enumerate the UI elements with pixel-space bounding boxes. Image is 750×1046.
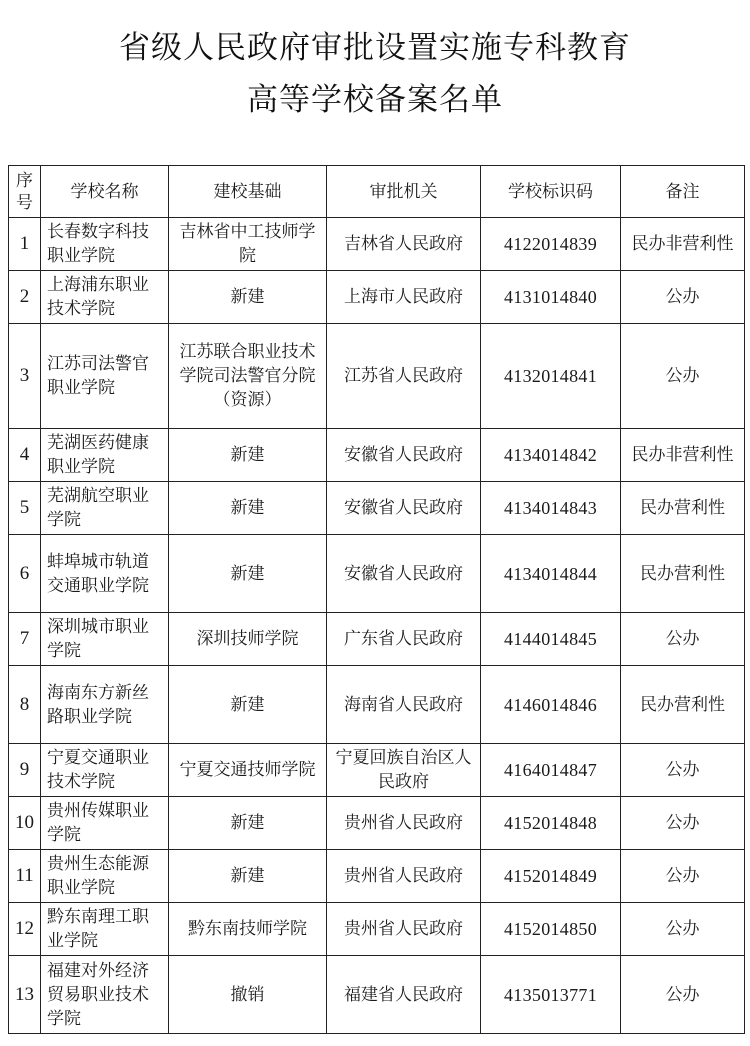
cell-basis: 新建: [169, 666, 327, 744]
table-row: [9, 850, 745, 903]
cell-school-name: 蚌埠城市轨道交通职业学院: [41, 535, 169, 613]
table-row: [9, 666, 745, 744]
cell-authority: 安徽省人民政府: [327, 482, 481, 535]
cell-school-name: 贵州生态能源职业学院: [41, 850, 169, 903]
cell-note: 公办: [621, 613, 745, 666]
cell-code: 4134014844: [481, 535, 621, 613]
header-basis: 建校基础: [169, 166, 327, 218]
cell-note: 民办营利性: [621, 666, 745, 744]
table-header-row: [9, 166, 745, 218]
cell-school-name: 贵州传媒职业学院: [41, 797, 169, 850]
header-code: 学校标识码: [481, 166, 621, 218]
cell-authority: 贵州省人民政府: [327, 903, 481, 956]
cell-basis: 新建: [169, 535, 327, 613]
cell-authority: 贵州省人民政府: [327, 797, 481, 850]
cell-basis: 新建: [169, 271, 327, 324]
table-row: [9, 903, 745, 956]
cell-authority: 上海市人民政府: [327, 271, 481, 324]
cell-basis: 撤销: [169, 956, 327, 1034]
cell-basis: 黔东南技师学院: [169, 903, 327, 956]
table-row: [9, 797, 745, 850]
cell-code: 4131014840: [481, 271, 621, 324]
cell-seq: 2: [9, 271, 41, 324]
cell-code: 4146014846: [481, 666, 621, 744]
cell-code: 4134014842: [481, 429, 621, 482]
cell-note: 公办: [621, 903, 745, 956]
cell-code: 4144014845: [481, 613, 621, 666]
cell-seq: 13: [9, 956, 41, 1034]
cell-school-name: 黔东南理工职业学院: [41, 903, 169, 956]
cell-school-name: 上海浦东职业技术学院: [41, 271, 169, 324]
school-registry-table: [8, 165, 745, 1034]
cell-authority: 吉林省人民政府: [327, 218, 481, 271]
header-authority: 审批机关: [327, 166, 481, 218]
cell-school-name: 芜湖医药健康职业学院: [41, 429, 169, 482]
table-row: [9, 271, 745, 324]
document-title-line-2: 高等学校备案名单: [247, 82, 503, 118]
cell-authority: 安徽省人民政府: [327, 429, 481, 482]
cell-seq: 12: [9, 903, 41, 956]
cell-code: 4135013771: [481, 956, 621, 1034]
cell-basis: 深圳技师学院: [169, 613, 327, 666]
cell-authority: 广东省人民政府: [327, 613, 481, 666]
table-row: [9, 744, 745, 797]
cell-seq: 10: [9, 797, 41, 850]
cell-note: 民办非营利性: [621, 218, 745, 271]
cell-seq: 5: [9, 482, 41, 535]
cell-note: 公办: [621, 850, 745, 903]
table-row: [9, 956, 745, 1034]
cell-authority: 江苏省人民政府: [327, 324, 481, 429]
table-row: [9, 482, 745, 535]
table-row: [9, 429, 745, 482]
table-row: [9, 535, 745, 613]
cell-school-name: 宁夏交通职业技术学院: [41, 744, 169, 797]
cell-school-name: 江苏司法警官职业学院: [41, 324, 169, 429]
header-school-name: 学校名称: [41, 166, 169, 218]
cell-basis: 新建: [169, 429, 327, 482]
cell-basis: 新建: [169, 797, 327, 850]
cell-seq: 4: [9, 429, 41, 482]
header-note: 备注: [621, 166, 745, 218]
cell-authority: 贵州省人民政府: [327, 850, 481, 903]
cell-seq: 1: [9, 218, 41, 271]
table-row: [9, 218, 745, 271]
cell-code: 4122014839: [481, 218, 621, 271]
cell-note: 公办: [621, 271, 745, 324]
cell-note: 公办: [621, 744, 745, 797]
table-row: [9, 324, 745, 429]
cell-authority: 宁夏回族自治区人民政府: [327, 744, 481, 797]
cell-note: 民办营利性: [621, 535, 745, 613]
cell-code: 4164014847: [481, 744, 621, 797]
cell-seq: 6: [9, 535, 41, 613]
cell-basis: 宁夏交通技师学院: [169, 744, 327, 797]
document-title-line-1: 省级人民政府审批设置实施专科教育: [119, 30, 631, 66]
cell-authority: 海南省人民政府: [327, 666, 481, 744]
cell-note: 民办非营利性: [621, 429, 745, 482]
cell-code: 4152014849: [481, 850, 621, 903]
cell-basis: 新建: [169, 850, 327, 903]
cell-basis: 吉林省中工技师学院: [169, 218, 327, 271]
cell-code: 4132014841: [481, 324, 621, 429]
cell-note: 公办: [621, 956, 745, 1034]
cell-code: 4134014843: [481, 482, 621, 535]
cell-school-name: 深圳城市职业学院: [41, 613, 169, 666]
cell-seq: 8: [9, 666, 41, 744]
table-row: [9, 613, 745, 666]
cell-school-name: 长春数字科技职业学院: [41, 218, 169, 271]
cell-seq: 11: [9, 850, 41, 903]
cell-note: 公办: [621, 324, 745, 429]
cell-note: 民办营利性: [621, 482, 745, 535]
cell-basis: 江苏联合职业技术学院司法警官分院（资源）: [169, 324, 327, 429]
cell-seq: 3: [9, 324, 41, 429]
header-seq: 序号: [9, 166, 41, 218]
cell-code: 4152014850: [481, 903, 621, 956]
cell-seq: 7: [9, 613, 41, 666]
cell-code: 4152014848: [481, 797, 621, 850]
cell-seq: 9: [9, 744, 41, 797]
cell-school-name: 芜湖航空职业学院: [41, 482, 169, 535]
cell-note: 公办: [621, 797, 745, 850]
cell-authority: 福建省人民政府: [327, 956, 481, 1034]
cell-school-name: 福建对外经济贸易职业技术学院: [41, 956, 169, 1034]
cell-basis: 新建: [169, 482, 327, 535]
cell-authority: 安徽省人民政府: [327, 535, 481, 613]
cell-school-name: 海南东方新丝路职业学院: [41, 666, 169, 744]
